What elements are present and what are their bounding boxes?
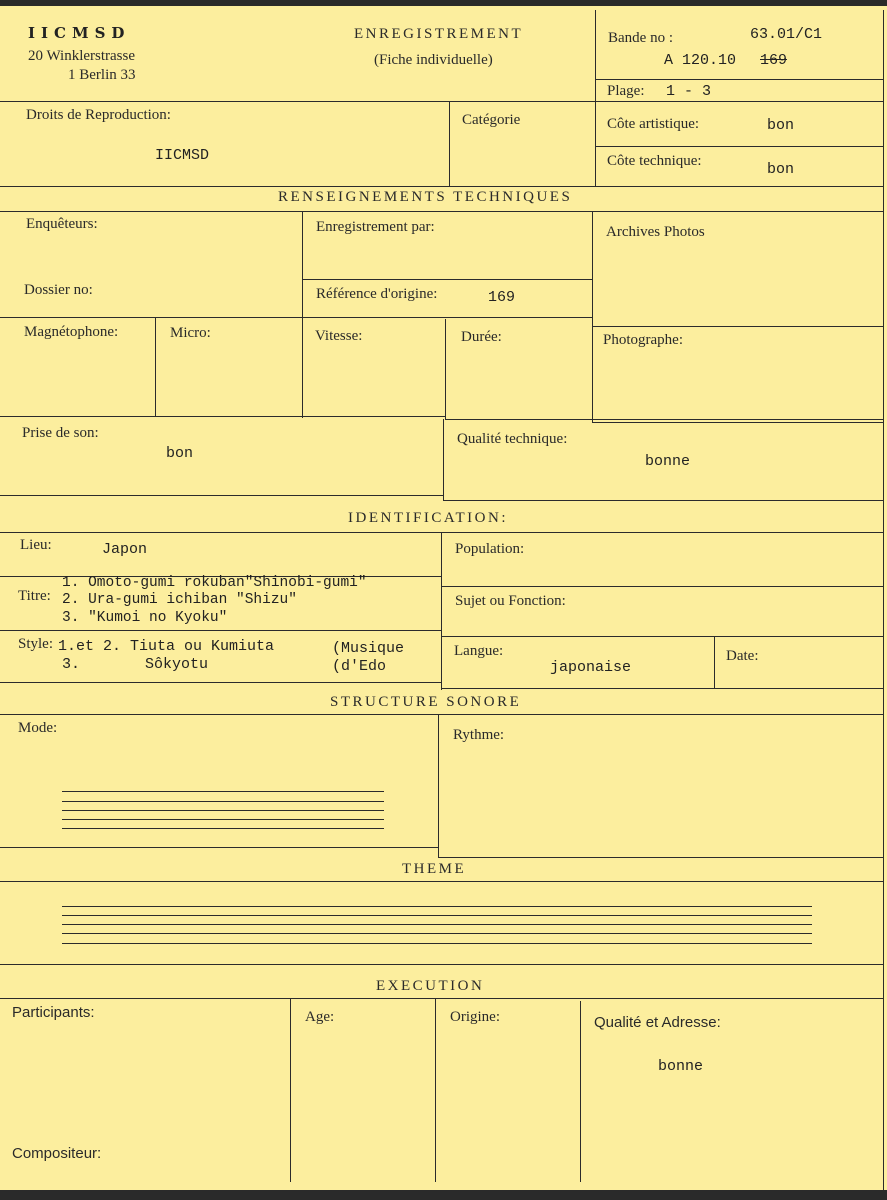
divider	[0, 495, 443, 496]
staff-line	[62, 915, 812, 916]
droits-value: IICMSD	[155, 147, 210, 164]
style-line-2: Sôkyotu	[145, 656, 209, 673]
divider	[0, 881, 884, 882]
age-label: Age:	[305, 1009, 335, 1025]
divider	[0, 998, 884, 999]
cote-artistique-label: Côte artistique:	[607, 116, 700, 132]
divider	[0, 532, 884, 533]
qualite-adresse-value: bonne	[658, 1058, 704, 1075]
vitesse-label: Vitesse:	[315, 328, 363, 344]
categorie-label: Catégorie	[462, 112, 521, 128]
dossier-label: Dossier no:	[24, 282, 93, 298]
divider	[0, 317, 592, 318]
style-line-1: 1.et 2. Tiuta ou Kumiuta	[58, 638, 275, 655]
divider	[592, 422, 884, 423]
date-label: Date:	[726, 648, 759, 664]
divider	[155, 317, 156, 416]
micro-label: Micro:	[170, 325, 211, 341]
cote-technique-value: bon	[767, 161, 795, 178]
qualite-technique-value: bonne	[645, 453, 691, 470]
divider	[0, 416, 445, 417]
qualite-technique-label: Qualité technique:	[457, 431, 568, 447]
staff-line	[62, 924, 812, 925]
section-theme-title: THEME	[402, 861, 467, 877]
droits-label: Droits de Reproduction:	[26, 107, 171, 123]
staff-line	[62, 819, 384, 820]
cote-technique-label: Côte technique:	[607, 153, 702, 169]
card-title: ENREGISTREMENT	[354, 26, 524, 42]
divider	[441, 532, 442, 690]
archives-photos-label: Archives Photos	[606, 224, 705, 240]
divider	[595, 10, 596, 186]
titre-line-2: 2. Ura-gumi ichiban "Shizu"	[62, 592, 297, 608]
lieu-label: Lieu:	[20, 537, 52, 553]
divider	[0, 186, 884, 187]
enregistrement-par-label: Enregistrement par:	[316, 219, 435, 235]
divider	[445, 319, 446, 419]
titre-line-3: 3. "Kumoi no Kyoku"	[62, 610, 228, 626]
magnetophone-label: Magnétophone:	[24, 324, 119, 340]
divider	[0, 211, 884, 212]
org-logo: IICMSD	[28, 24, 131, 42]
divider	[302, 211, 303, 418]
divider	[435, 998, 436, 1182]
divider	[441, 586, 884, 587]
divider	[441, 688, 884, 689]
divider	[445, 419, 884, 420]
section-execution-title: EXECUTION	[376, 978, 485, 994]
reference-label: Référence d'origine:	[316, 286, 438, 302]
divider	[438, 714, 439, 857]
style-note-2: (d'Edo	[332, 658, 387, 675]
divider	[0, 847, 438, 848]
divider	[580, 1001, 581, 1182]
lieu-value: Japon	[102, 541, 148, 558]
card-edge	[883, 10, 884, 1190]
address-line-1: 20 Winklerstrasse	[28, 48, 136, 64]
titre-line-1: 1. Omoto-gumi rokuban"Shinobi-gumi"	[62, 575, 367, 591]
cote-artistique-value: bon	[767, 117, 795, 134]
enqueteurs-label: Enquêteurs:	[26, 216, 98, 232]
plage-label: Plage:	[607, 83, 645, 99]
staff-line	[62, 828, 384, 829]
divider	[0, 682, 441, 683]
staff-line	[62, 906, 812, 907]
section-technique-title: RENSEIGNEMENTS TECHNIQUES	[278, 189, 573, 205]
sujet-fonction-label: Sujet ou Fonction:	[455, 593, 566, 609]
prise-de-son-value: bon	[166, 445, 194, 462]
divider	[290, 998, 291, 1182]
section-structure-title: STRUCTURE SONORE	[330, 694, 522, 710]
bande-struck-value: 169	[760, 52, 788, 69]
divider	[714, 636, 715, 689]
rythme-label: Rythme:	[453, 727, 505, 743]
divider	[438, 857, 884, 858]
participants-label: Participants:	[12, 1004, 95, 1021]
langue-label: Langue:	[454, 643, 504, 659]
staff-line	[62, 791, 384, 792]
origine-label: Origine:	[450, 1009, 500, 1025]
divider	[441, 636, 884, 637]
divider	[449, 101, 450, 186]
record-card	[0, 6, 887, 1190]
photographe-label: Photographe:	[603, 332, 683, 348]
reference-value: 169	[488, 289, 516, 306]
staff-line	[62, 810, 384, 811]
staff-line	[62, 943, 812, 944]
divider	[0, 101, 884, 102]
address-line-2: 1 Berlin 33	[68, 67, 136, 83]
divider	[443, 419, 444, 501]
bande-value-2: A 120.10	[664, 52, 737, 69]
plage-value: 1 - 3	[666, 83, 712, 100]
divider	[592, 211, 593, 423]
style-line-2-number: 3.	[62, 656, 81, 673]
staff-line	[62, 801, 384, 802]
divider	[302, 279, 592, 280]
divider	[443, 500, 884, 501]
langue-value: japonaise	[550, 659, 632, 676]
divider	[595, 146, 883, 147]
staff-line	[62, 933, 812, 934]
qualite-adresse-label: Qualité et Adresse:	[594, 1014, 721, 1031]
population-label: Population:	[455, 541, 525, 557]
section-identification-title: IDENTIFICATION:	[348, 510, 508, 526]
prise-de-son-label: Prise de son:	[22, 425, 99, 441]
divider	[0, 964, 884, 965]
bande-value-1: 63.01/C1	[750, 26, 823, 43]
style-label: Style:	[18, 636, 54, 652]
style-note-1: (Musique	[332, 640, 405, 657]
divider	[0, 630, 441, 631]
divider	[0, 714, 884, 715]
bande-label: Bande no :	[608, 30, 673, 46]
card-subtitle: (Fiche individuelle)	[374, 52, 493, 68]
compositeur-label: Compositeur:	[12, 1145, 102, 1162]
divider	[592, 326, 884, 327]
duree-label: Durée:	[461, 329, 502, 345]
titre-label: Titre:	[18, 588, 51, 604]
divider	[595, 79, 883, 80]
mode-label: Mode:	[18, 720, 58, 736]
